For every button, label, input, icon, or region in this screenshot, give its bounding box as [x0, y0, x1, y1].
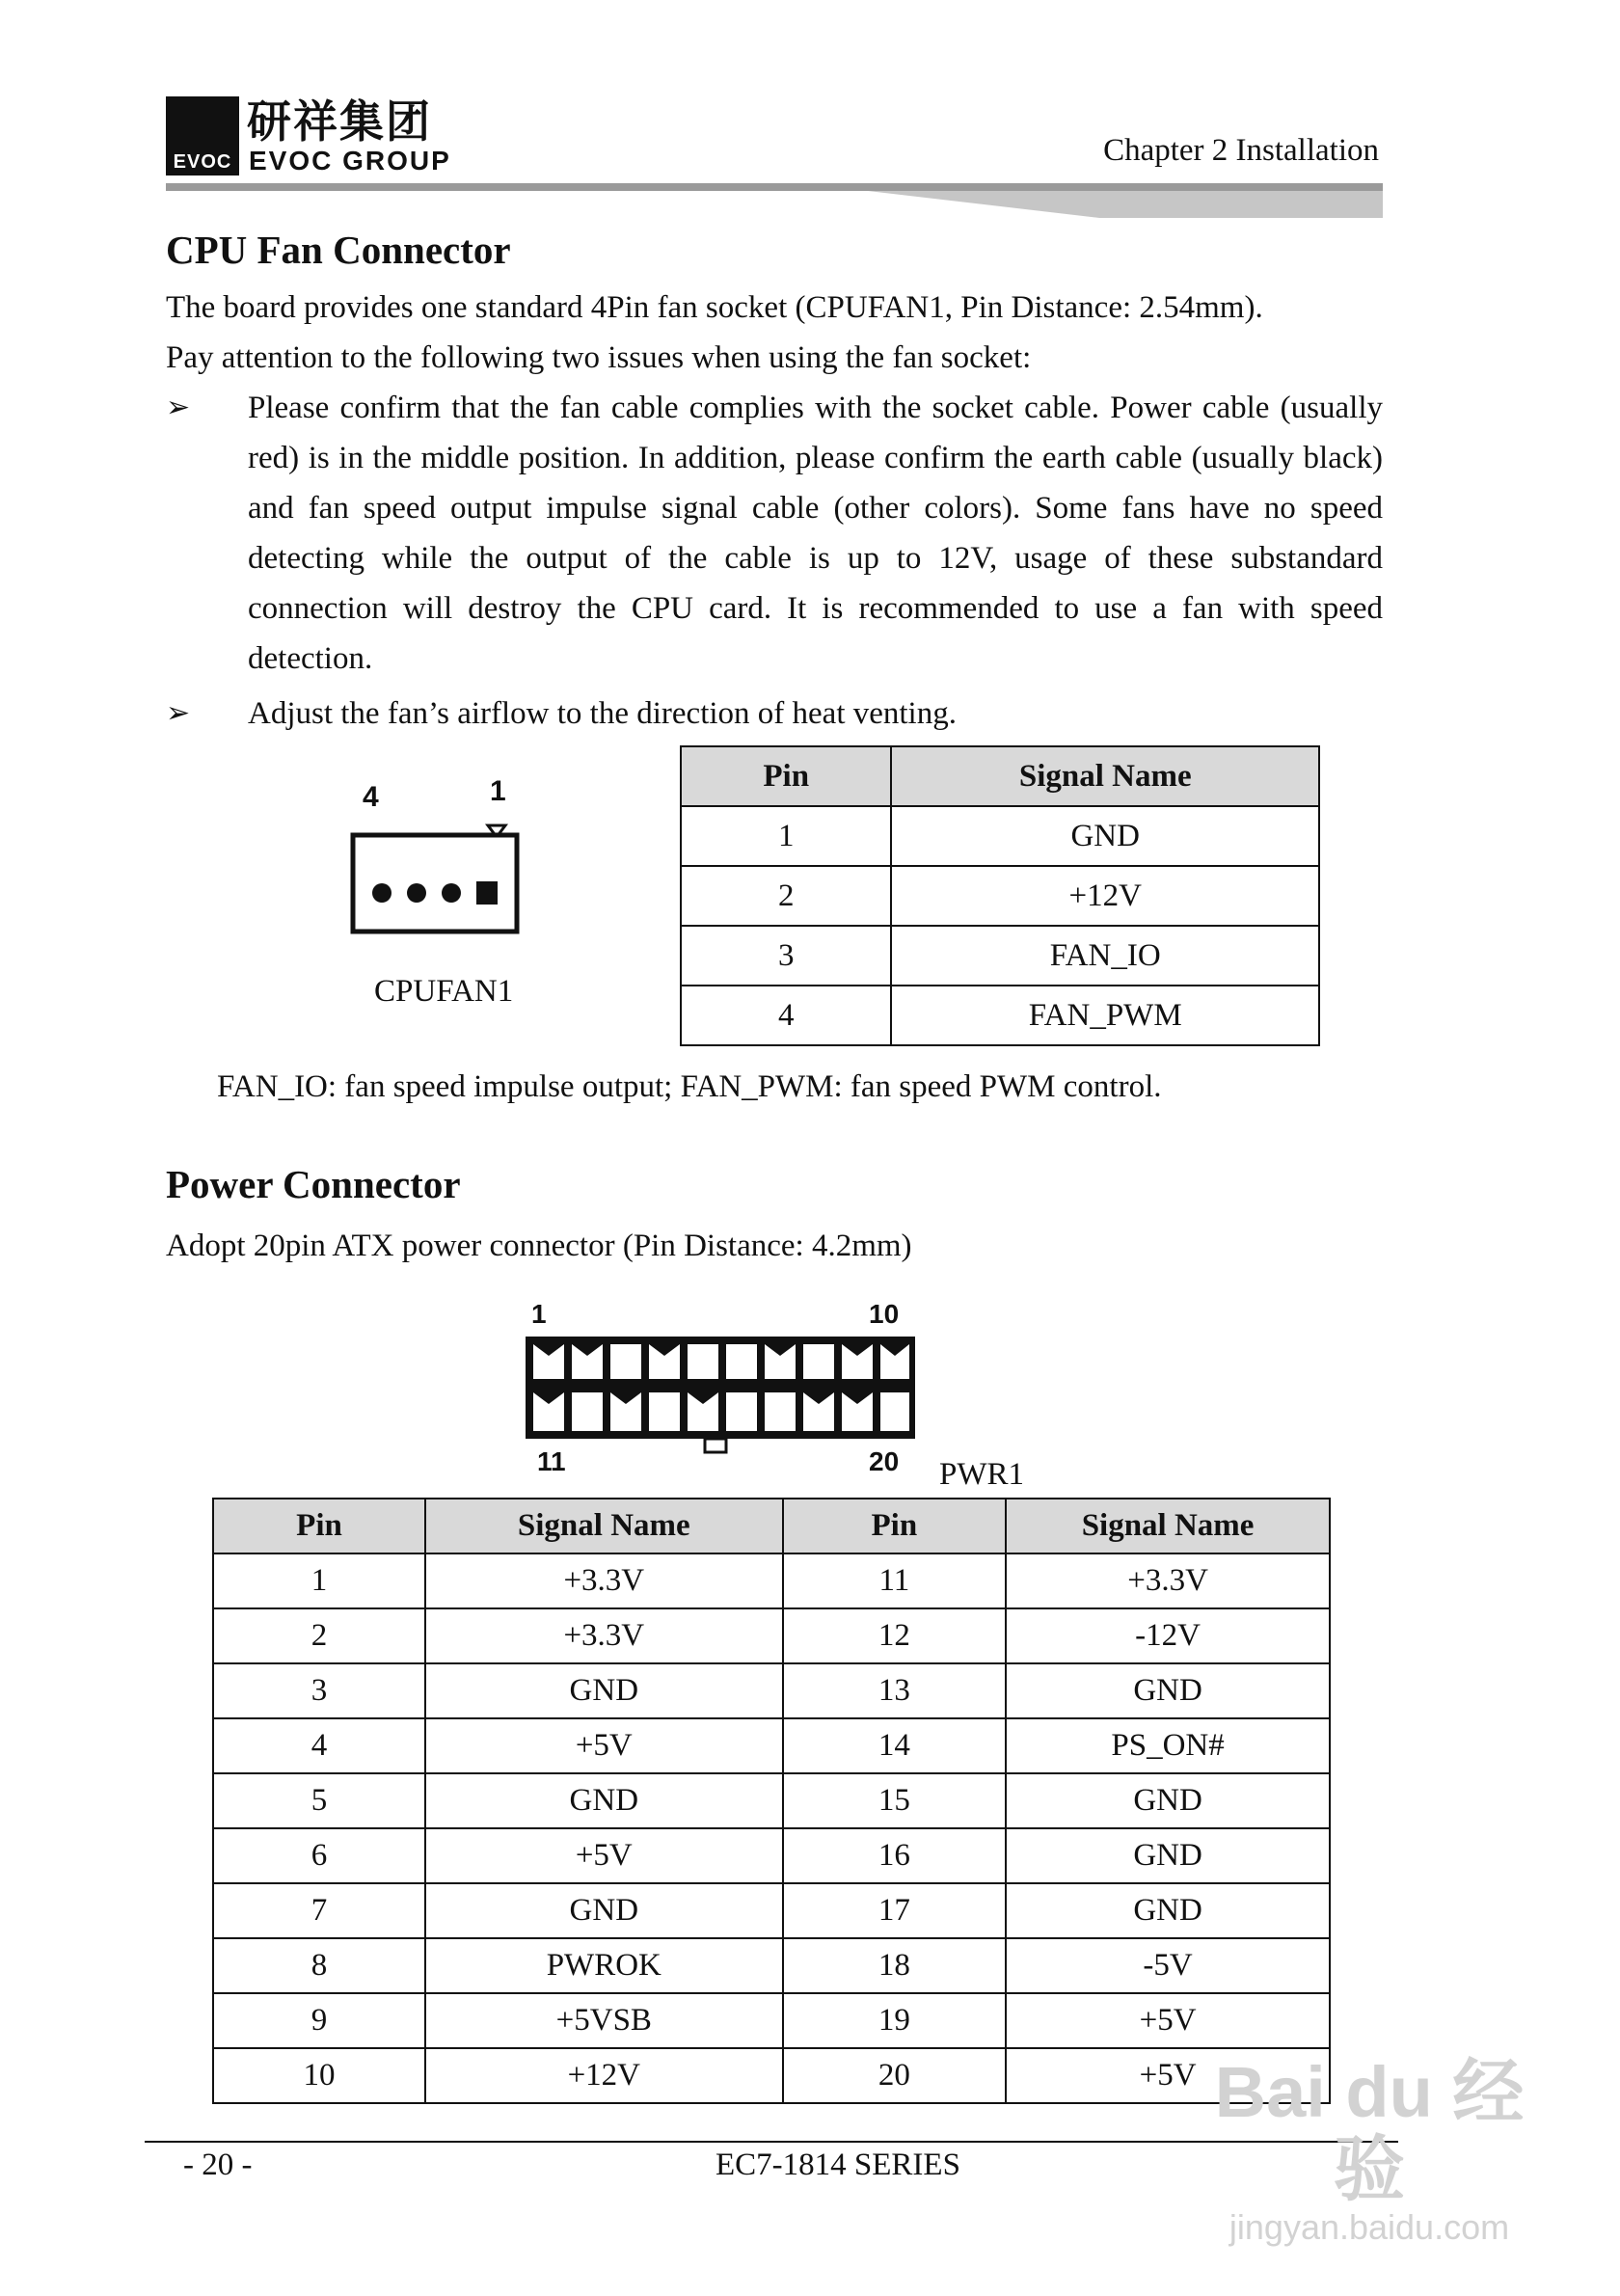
pwr1-connector-diagram [516, 1292, 940, 1485]
signal-cell: FAN_IO [891, 926, 1319, 986]
series-name: EC7-1814 SERIES [716, 2147, 960, 2182]
power-pin-table [212, 1498, 1331, 2104]
pin-cell: 13 [783, 1663, 1007, 1718]
pin-cell: 10 [213, 2048, 425, 2103]
logo-chinese-name: 研祥集团 [247, 95, 432, 148]
header-rule [166, 183, 1383, 191]
power-intro: Adopt 20pin ATX power connector (Pin Distance: 4.2mm) [166, 1229, 912, 1263]
table-row [213, 1773, 1330, 1828]
table-row [213, 1993, 1330, 2048]
watermark-main: Bai du 经验 [1214, 2052, 1525, 2209]
column-header-signal-name: Signal Name [1006, 1499, 1330, 1553]
signal-cell: GND [1006, 1828, 1330, 1883]
page-number: - 20 - [183, 2147, 253, 2182]
signal-cell: FAN_PWM [891, 986, 1319, 1045]
bullet-arrow-icon: ➢ [166, 697, 191, 729]
signal-cell: +3.3V [425, 1608, 783, 1663]
evoc-logo-mark [166, 96, 239, 176]
cpufan-pin-label-1: 1 [490, 775, 506, 807]
table-row [213, 1608, 1330, 1663]
signal-cell: +12V [425, 2048, 783, 2103]
pin-cell: 16 [783, 1828, 1007, 1883]
table-header-row [213, 1499, 1330, 1553]
signal-cell: GND [1006, 1773, 1330, 1828]
pin-cell: 7 [213, 1883, 425, 1938]
pin-cell: 3 [681, 926, 891, 986]
header-rule-wedge [868, 191, 1383, 218]
watermark-url: jingyan.baidu.com [1228, 2207, 1510, 2247]
column-header-pin: Pin [213, 1499, 425, 1553]
signal-cell: GND [425, 1773, 783, 1828]
pin-cell: 2 [681, 866, 891, 926]
signal-cell: GND [891, 806, 1319, 866]
table-row [213, 1663, 1330, 1718]
table-row [213, 2048, 1330, 2103]
table-row [213, 1883, 1330, 1938]
cpufan-pin-dot [372, 883, 392, 903]
cpu-fan-heading: CPU Fan Connector [166, 228, 511, 272]
pwr-latch-icon [705, 1439, 726, 1452]
pin-cell: 2 [213, 1608, 425, 1663]
signal-cell: -5V [1006, 1938, 1330, 1993]
pin-cell: 20 [783, 2048, 1007, 2103]
pwr-pin-label-20: 20 [869, 1446, 900, 1476]
pwr-pin-label-11: 11 [537, 1446, 566, 1476]
logo-english-name: EVOC GROUP [249, 146, 451, 176]
pin-cell: 6 [213, 1828, 425, 1883]
logo-mark-text: EVOC [173, 151, 232, 173]
pin-cell: 9 [213, 1993, 425, 2048]
pin-cell: 17 [783, 1883, 1007, 1938]
cpufan-pin-square [476, 881, 498, 905]
table-header-row [681, 746, 1319, 806]
cpufan1-caption: CPUFAN1 [374, 974, 514, 1009]
cpufan-pin-dot [442, 883, 461, 903]
pin-cell: 8 [213, 1938, 425, 1993]
pin-cell: 11 [783, 1553, 1007, 1608]
cpu-fan-intro-2: Pay attention to the following two issues when using the fan socket: [166, 340, 1032, 375]
signal-cell: +12V [891, 866, 1319, 926]
pin-cell: 18 [783, 1938, 1007, 1993]
cpufan-pin-dot [407, 883, 426, 903]
column-header-pin: Pin [681, 746, 891, 806]
signal-cell: +3.3V [1006, 1553, 1330, 1608]
cpu-fan-bullet-1: Please confirm that the fan cable complies with the socket cable. Power cable (usually red) is in the middle position. In addition, please confirm the earth cable (usually black) and fan speed output impulse signal cable (other colors). Some fans have no speed detecting while the output of the cable is up to 12V, usage of these substandard connection will destroy the CPU card. It is recommended to use a fan with speed detection. [248, 391, 1383, 676]
signal-cell: +5V [425, 1718, 783, 1773]
signal-cell: +5V [425, 1828, 783, 1883]
signal-cell: +5V [1006, 1993, 1330, 2048]
pin-cell: 1 [213, 1553, 425, 1608]
pin-cell: 3 [213, 1663, 425, 1718]
table-row [681, 926, 1319, 986]
table-row [681, 986, 1319, 1045]
signal-cell: GND [425, 1663, 783, 1718]
baidu-watermark [1210, 2054, 1528, 2247]
table-row [213, 1553, 1330, 1608]
cpufan1-connector-diagram [347, 771, 540, 945]
cpufan-pin-label-4: 4 [363, 781, 379, 813]
column-header-signal-name: Signal Name [891, 746, 1319, 806]
table-row [681, 806, 1319, 866]
pwr-pin-label-10: 10 [869, 1299, 900, 1329]
pwr-pin-label-1: 1 [531, 1299, 547, 1329]
power-heading: Power Connector [166, 1162, 461, 1206]
cpu-fan-intro-1: The board provides one standard 4Pin fan socket (CPUFAN1, Pin Distance: 2.54mm). [166, 290, 1263, 325]
pin-cell: 1 [681, 806, 891, 866]
table-row [213, 1938, 1330, 1993]
column-header-signal-name: Signal Name [425, 1499, 783, 1553]
cpu-fan-note: FAN_IO: fan speed impulse output; FAN_PWM: fan speed PWM control. [217, 1069, 1162, 1104]
pin-cell: 15 [783, 1773, 1007, 1828]
table-row [681, 866, 1319, 926]
evoc-logo [166, 96, 455, 177]
signal-cell: PS_ON# [1006, 1718, 1330, 1773]
table-row [213, 1828, 1330, 1883]
chapter-title: Chapter 2 Installation [1103, 133, 1379, 168]
signal-cell: +5VSB [425, 1993, 783, 2048]
pin-cell: 12 [783, 1608, 1007, 1663]
table-row [213, 1718, 1330, 1773]
pwr1-caption: PWR1 [939, 1457, 1025, 1492]
signal-cell: PWROK [425, 1938, 783, 1993]
signal-cell: GND [1006, 1663, 1330, 1718]
pin-cell: 14 [783, 1718, 1007, 1773]
pin-cell: 19 [783, 1993, 1007, 2048]
signal-cell: GND [1006, 1883, 1330, 1938]
bullet-arrow-icon: ➢ [166, 392, 191, 423]
cpu-fan-bullet-2: Adjust the fan’s airflow to the direction of heat venting. [248, 696, 957, 731]
cpu-fan-pin-table [680, 745, 1320, 1046]
column-header-pin: Pin [783, 1499, 1007, 1553]
signal-cell: -12V [1006, 1608, 1330, 1663]
pin-cell: 5 [213, 1773, 425, 1828]
signal-cell: GND [425, 1883, 783, 1938]
pin-cell: 4 [681, 986, 891, 1045]
pin-cell: 4 [213, 1718, 425, 1773]
signal-cell: +3.3V [425, 1553, 783, 1608]
signal-cell: +5V [1006, 2048, 1330, 2103]
